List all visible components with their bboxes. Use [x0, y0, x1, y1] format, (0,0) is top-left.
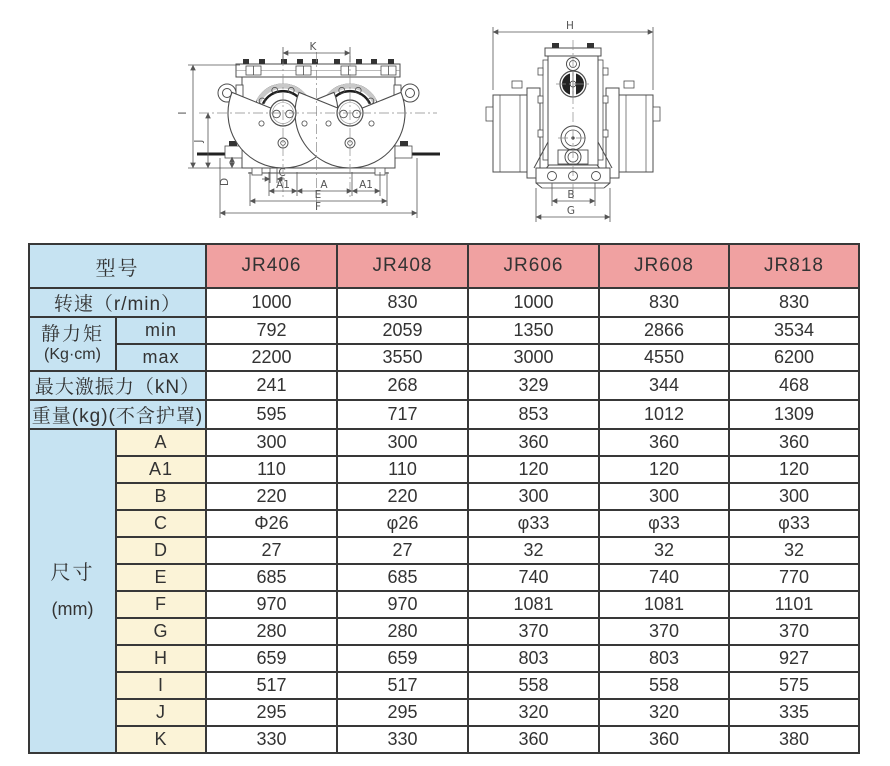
value-cell: 1101 — [729, 591, 859, 618]
value-cell: 27 — [337, 537, 468, 564]
value-cell: 120 — [599, 456, 729, 483]
value-cell: 792 — [206, 317, 337, 344]
dim-label-b: B — [567, 189, 575, 201]
dimension-letter-cell: I — [116, 672, 206, 699]
value-cell: 360 — [468, 726, 599, 753]
table-row — [29, 317, 859, 344]
model-header-cell: 型号 — [29, 244, 206, 288]
value-cell: 300 — [206, 429, 337, 456]
value-cell: φ33 — [599, 510, 729, 537]
value-cell: 740 — [468, 564, 599, 591]
value-cell: 330 — [206, 726, 337, 753]
sub-label-cell: min — [116, 317, 206, 344]
value-cell: 970 — [206, 591, 337, 618]
value-cell: 830 — [599, 288, 729, 317]
spec-table-body — [29, 244, 859, 753]
value-cell: 927 — [729, 645, 859, 672]
value-cell: 2866 — [599, 317, 729, 344]
value-cell: 830 — [729, 288, 859, 317]
value-cell: 595 — [206, 400, 337, 429]
value-cell: 803 — [468, 645, 599, 672]
value-cell: 220 — [206, 483, 337, 510]
value-cell: 659 — [206, 645, 337, 672]
value-cell: Φ26 — [206, 510, 337, 537]
table-row — [29, 618, 859, 645]
value-cell: 120 — [468, 456, 599, 483]
value-cell: 659 — [337, 645, 468, 672]
value-cell: 558 — [599, 672, 729, 699]
value-cell: 329 — [468, 371, 599, 400]
model-name-cell: JR606 — [468, 244, 599, 288]
value-cell: 300 — [729, 483, 859, 510]
value-cell: 517 — [206, 672, 337, 699]
value-cell: 6200 — [729, 344, 859, 371]
value-cell: φ33 — [729, 510, 859, 537]
dimension-letter-cell: K — [116, 726, 206, 753]
static-moment-line1: 静力矩 — [40, 323, 104, 345]
model-name-cell: JR406 — [206, 244, 337, 288]
table-row — [29, 244, 859, 288]
static-moment-label-cell — [29, 317, 116, 371]
table-row — [29, 400, 859, 429]
table-row — [29, 510, 859, 537]
value-cell: 558 — [468, 672, 599, 699]
value-cell: φ33 — [468, 510, 599, 537]
value-cell: 517 — [337, 672, 468, 699]
value-cell: 344 — [599, 371, 729, 400]
table-row — [29, 429, 859, 456]
value-cell: 120 — [729, 456, 859, 483]
value-cell: 575 — [729, 672, 859, 699]
value-cell: 770 — [729, 564, 859, 591]
table-row — [29, 537, 859, 564]
table-row — [29, 564, 859, 591]
value-cell: 241 — [206, 371, 337, 400]
value-cell: 1081 — [599, 591, 729, 618]
dimensions-line1: 尺寸 — [50, 562, 95, 585]
value-cell: 360 — [599, 726, 729, 753]
value-cell: 803 — [599, 645, 729, 672]
dim-label-j: J — [193, 139, 205, 143]
model-name-cell: JR608 — [599, 244, 729, 288]
value-cell: 3550 — [337, 344, 468, 371]
dimension-letter-cell: B — [116, 483, 206, 510]
value-cell: 268 — [337, 371, 468, 400]
dim-label-i: I — [177, 111, 189, 115]
value-cell: 280 — [337, 618, 468, 645]
cover-cylinder-left — [486, 81, 540, 178]
static-moment-line2: (Kg·cm) — [44, 345, 101, 363]
value-cell: 280 — [206, 618, 337, 645]
table-row — [29, 456, 859, 483]
value-cell: 1081 — [468, 591, 599, 618]
value-cell: 370 — [468, 618, 599, 645]
value-cell: 330 — [337, 726, 468, 753]
dimension-letter-cell: E — [116, 564, 206, 591]
value-cell: 320 — [599, 699, 729, 726]
speed-label-cell: 转速（r/min） — [29, 288, 206, 317]
dim-label-k: K — [309, 41, 317, 53]
model-name-cell: JR408 — [337, 244, 468, 288]
value-cell: 320 — [468, 699, 599, 726]
front-view-drawing — [177, 41, 440, 218]
table-row — [29, 371, 859, 400]
value-cell: 110 — [206, 456, 337, 483]
dim-label-e: E — [314, 189, 322, 201]
table-row — [29, 699, 859, 726]
spec-table — [28, 243, 860, 754]
value-cell: 1012 — [599, 400, 729, 429]
table-row — [29, 483, 859, 510]
dimension-letter-cell: A1 — [116, 456, 206, 483]
cover-cylinder-right — [606, 81, 660, 178]
sub-label-cell: max — [116, 344, 206, 371]
dimension-letter-cell: J — [116, 699, 206, 726]
value-cell: 1000 — [468, 288, 599, 317]
value-cell: 2200 — [206, 344, 337, 371]
value-cell: 110 — [337, 456, 468, 483]
value-cell: 853 — [468, 400, 599, 429]
value-cell: 685 — [206, 564, 337, 591]
dim-label-a1-right: A1 — [359, 179, 373, 191]
value-cell: 32 — [468, 537, 599, 564]
value-cell: 1309 — [729, 400, 859, 429]
dim-label-g: G — [566, 205, 576, 217]
value-cell: 335 — [729, 699, 859, 726]
dim-label-a: A — [320, 179, 328, 191]
value-cell: 300 — [337, 429, 468, 456]
weight-label-cell: 重量(kg)(不含护罩) — [29, 400, 206, 429]
dimension-letter-cell: C — [116, 510, 206, 537]
cover-bolts — [243, 59, 394, 64]
table-row — [29, 672, 859, 699]
value-cell: 685 — [337, 564, 468, 591]
value-cell: 32 — [729, 537, 859, 564]
model-name-cell: JR818 — [729, 244, 859, 288]
value-cell: 4550 — [599, 344, 729, 371]
value-cell: 370 — [599, 618, 729, 645]
table-row — [29, 726, 859, 753]
dim-label-h: H — [566, 20, 574, 32]
value-cell: 2059 — [337, 317, 468, 344]
value-cell: 717 — [337, 400, 468, 429]
value-cell: 360 — [599, 429, 729, 456]
value-cell: 295 — [206, 699, 337, 726]
value-cell: 300 — [599, 483, 729, 510]
table-row — [29, 645, 859, 672]
dimension-letter-cell: D — [116, 537, 206, 564]
table-row — [29, 591, 859, 618]
dim-label-c: C — [278, 167, 286, 179]
dimension-letter-cell: A — [116, 429, 206, 456]
dim-label-f: F — [314, 201, 322, 213]
value-cell: 360 — [468, 429, 599, 456]
technical-drawings — [0, 0, 890, 240]
dim-label-a1-left: A1 — [276, 179, 290, 191]
dimension-letter-cell: H — [116, 645, 206, 672]
side-view-drawing — [486, 20, 660, 222]
value-cell: 220 — [337, 483, 468, 510]
value-cell: 300 — [468, 483, 599, 510]
table-row — [29, 288, 859, 317]
value-cell: 370 — [729, 618, 859, 645]
value-cell: 3534 — [729, 317, 859, 344]
value-cell: 1000 — [206, 288, 337, 317]
table-row — [29, 344, 859, 371]
value-cell: 830 — [337, 288, 468, 317]
dimensions-label-cell — [29, 429, 116, 753]
value-cell: 27 — [206, 537, 337, 564]
value-cell: 468 — [729, 371, 859, 400]
dimensions-line2: (mm) — [51, 599, 94, 620]
value-cell: 380 — [729, 726, 859, 753]
force-label-cell: 最大激振力（kN） — [29, 371, 206, 400]
dim-label-d: D — [219, 177, 231, 187]
dimension-letter-cell: F — [116, 591, 206, 618]
value-cell: 970 — [337, 591, 468, 618]
value-cell: 740 — [599, 564, 729, 591]
dimension-letter-cell: G — [116, 618, 206, 645]
value-cell: 360 — [729, 429, 859, 456]
value-cell: 295 — [337, 699, 468, 726]
value-cell: φ26 — [337, 510, 468, 537]
value-cell: 32 — [599, 537, 729, 564]
value-cell: 1350 — [468, 317, 599, 344]
value-cell: 3000 — [468, 344, 599, 371]
